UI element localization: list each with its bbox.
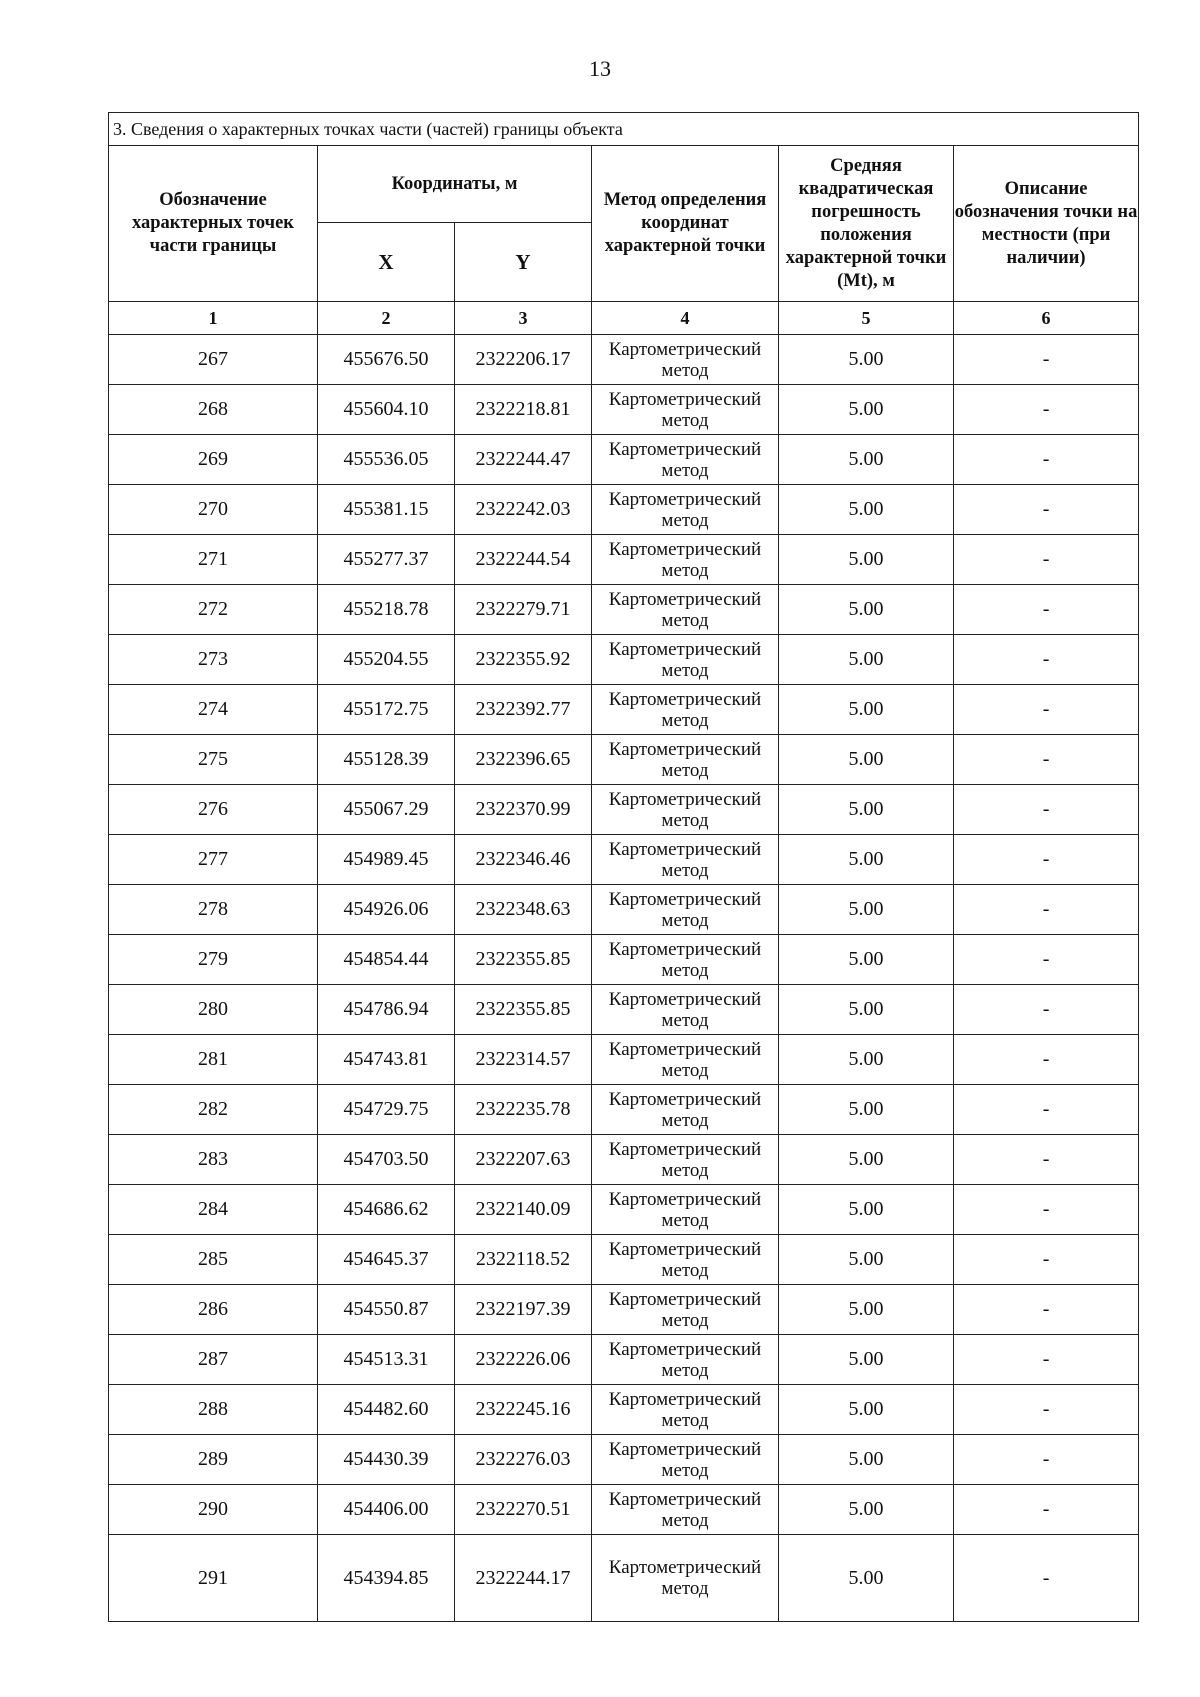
method-cell — [592, 485, 779, 535]
description-cell: - — [954, 985, 1139, 1035]
accuracy-cell: 5.00 — [779, 485, 954, 535]
method-cell — [592, 985, 779, 1035]
point-id-cell: 289 — [109, 1435, 318, 1485]
method-line-1: Картометрический — [608, 838, 762, 860]
table-row — [109, 985, 1139, 1035]
accuracy-cell: 5.00 — [779, 1085, 954, 1135]
method-line-1: Картометрический — [608, 338, 762, 360]
method-line-1: Картометрический — [608, 1488, 762, 1510]
y-coordinate-cell: 2322242.03 — [455, 485, 592, 535]
description-cell: - — [954, 835, 1139, 885]
y-coordinate-cell: 2322206.17 — [455, 335, 592, 385]
point-id-cell: 283 — [109, 1135, 318, 1185]
accuracy-cell: 5.00 — [779, 435, 954, 485]
point-id-cell: 271 — [109, 535, 318, 585]
method-line-1: Картометрический — [608, 738, 762, 760]
method-cell — [592, 635, 779, 685]
x-coordinate-cell: 454729.75 — [318, 1085, 455, 1135]
description-cell: - — [954, 1385, 1139, 1435]
x-coordinate-cell: 455676.50 — [318, 335, 455, 385]
method-line-2: метод — [661, 909, 709, 931]
accuracy-cell: 5.00 — [779, 1135, 954, 1185]
method-line-1: Картометрический — [608, 1138, 762, 1160]
point-id-cell: 285 — [109, 1235, 318, 1285]
point-id-cell: 284 — [109, 1185, 318, 1235]
method-line-1: Картометрический — [608, 488, 762, 510]
point-id-cell: 281 — [109, 1035, 318, 1085]
header-designation: Обозначение характерных точек части границы — [109, 146, 318, 302]
description-cell: - — [954, 785, 1139, 835]
table-row — [109, 385, 1139, 435]
x-coordinate-cell: 454743.81 — [318, 1035, 455, 1085]
accuracy-cell: 5.00 — [779, 1235, 954, 1285]
x-coordinate-cell: 455218.78 — [318, 585, 455, 635]
column-number: 6 — [954, 302, 1139, 335]
x-coordinate-cell: 454482.60 — [318, 1385, 455, 1435]
description-cell: - — [954, 535, 1139, 585]
description-cell: - — [954, 585, 1139, 635]
method-line-1: Картометрический — [608, 1388, 762, 1410]
x-coordinate-cell: 454989.45 — [318, 835, 455, 885]
y-coordinate-cell: 2322279.71 — [455, 585, 592, 635]
section-title: 3. Сведения о характерных точках части (частей) границы объекта — [109, 113, 1139, 146]
x-coordinate-cell: 455381.15 — [318, 485, 455, 535]
method-line-1: Картометрический — [608, 788, 762, 810]
x-coordinate-cell: 455604.10 — [318, 385, 455, 435]
method-cell — [592, 1385, 779, 1435]
method-cell — [592, 935, 779, 985]
x-coordinate-cell: 454406.00 — [318, 1485, 455, 1535]
table-row — [109, 835, 1139, 885]
header-description: Описание обозначения точки на местности (при наличии) — [954, 146, 1139, 302]
method-cell — [592, 1085, 779, 1135]
y-coordinate-cell: 2322244.47 — [455, 435, 592, 485]
method-line-2: метод — [661, 959, 709, 981]
x-coordinate-cell: 454786.94 — [318, 985, 455, 1035]
method-cell — [592, 785, 779, 835]
y-coordinate-cell: 2322355.85 — [455, 985, 592, 1035]
method-cell — [592, 435, 779, 485]
method-cell — [592, 1535, 779, 1622]
table-row — [109, 1535, 1139, 1622]
description-cell: - — [954, 1035, 1139, 1085]
y-coordinate-cell: 2322245.16 — [455, 1385, 592, 1435]
accuracy-cell: 5.00 — [779, 1185, 954, 1235]
method-line-2: метод — [661, 1109, 709, 1131]
column-number: 1 — [109, 302, 318, 335]
method-line-2: метод — [661, 1459, 709, 1481]
table-row — [109, 935, 1139, 985]
method-line-2: метод — [661, 859, 709, 881]
point-id-cell: 290 — [109, 1485, 318, 1535]
y-coordinate-cell: 2322396.65 — [455, 735, 592, 785]
y-coordinate-cell: 2322207.63 — [455, 1135, 592, 1185]
x-coordinate-cell: 454703.50 — [318, 1135, 455, 1185]
description-cell: - — [954, 735, 1139, 785]
point-id-cell: 276 — [109, 785, 318, 835]
description-cell: - — [954, 1485, 1139, 1535]
point-id-cell: 279 — [109, 935, 318, 985]
y-coordinate-cell: 2322348.63 — [455, 885, 592, 935]
x-coordinate-cell: 454645.37 — [318, 1235, 455, 1285]
description-cell: - — [954, 1235, 1139, 1285]
y-coordinate-cell: 2322235.78 — [455, 1085, 592, 1135]
table-row — [109, 785, 1139, 835]
accuracy-cell: 5.00 — [779, 785, 954, 835]
description-cell: - — [954, 1135, 1139, 1185]
point-id-cell: 273 — [109, 635, 318, 685]
header-x: X — [318, 223, 455, 302]
method-cell — [592, 1485, 779, 1535]
method-line-2: метод — [661, 1578, 709, 1599]
point-id-cell: 277 — [109, 835, 318, 885]
method-line-2: метод — [661, 809, 709, 831]
method-cell — [592, 1285, 779, 1335]
method-line-1: Картометрический — [608, 538, 762, 560]
y-coordinate-cell: 2322392.77 — [455, 685, 592, 735]
accuracy-cell: 5.00 — [779, 335, 954, 385]
description-cell: - — [954, 1335, 1139, 1385]
method-line-1: Картометрический — [608, 1238, 762, 1260]
method-line-1: Картометрический — [608, 388, 762, 410]
accuracy-cell: 5.00 — [779, 1285, 954, 1335]
table-row — [109, 685, 1139, 735]
point-id-cell: 280 — [109, 985, 318, 1035]
table-row — [109, 585, 1139, 635]
method-line-2: метод — [661, 1409, 709, 1431]
method-cell — [592, 835, 779, 885]
point-id-cell: 270 — [109, 485, 318, 535]
point-id-cell: 288 — [109, 1385, 318, 1435]
method-line-2: метод — [661, 759, 709, 781]
accuracy-cell: 5.00 — [779, 735, 954, 785]
point-id-cell: 282 — [109, 1085, 318, 1135]
method-cell — [592, 335, 779, 385]
method-line-2: метод — [661, 1509, 709, 1531]
x-coordinate-cell: 454550.87 — [318, 1285, 455, 1335]
description-cell: - — [954, 1435, 1139, 1485]
method-line-2: метод — [661, 559, 709, 581]
description-cell: - — [954, 935, 1139, 985]
table-row — [109, 1235, 1139, 1285]
method-cell — [592, 535, 779, 585]
header-method: Метод определения координат характерной точки — [592, 146, 779, 302]
table-row — [109, 485, 1139, 535]
point-id-cell: 275 — [109, 735, 318, 785]
method-line-1: Картометрический — [608, 1038, 762, 1060]
table-row — [109, 1035, 1139, 1085]
column-number: 2 — [318, 302, 455, 335]
point-id-cell: 269 — [109, 435, 318, 485]
method-cell — [592, 1135, 779, 1185]
description-cell: - — [954, 1185, 1139, 1235]
accuracy-cell: 5.00 — [779, 885, 954, 935]
y-coordinate-cell: 2322244.54 — [455, 535, 592, 585]
header-y: Y — [455, 223, 592, 302]
method-cell — [592, 885, 779, 935]
description-cell: - — [954, 485, 1139, 535]
y-coordinate-cell: 2322197.39 — [455, 1285, 592, 1335]
y-coordinate-cell: 2322276.03 — [455, 1435, 592, 1485]
method-line-2: метод — [661, 509, 709, 531]
method-line-1: Картометрический — [608, 1438, 762, 1460]
point-id-cell: 278 — [109, 885, 318, 935]
accuracy-cell: 5.00 — [779, 535, 954, 585]
boundary-points-table — [108, 112, 1139, 1622]
x-coordinate-cell: 455536.05 — [318, 435, 455, 485]
point-id-cell: 287 — [109, 1335, 318, 1385]
method-cell — [592, 735, 779, 785]
method-line-1: Картометрический — [608, 1338, 762, 1360]
method-line-1: Картометрический — [608, 1188, 762, 1210]
y-coordinate-cell: 2322346.46 — [455, 835, 592, 885]
accuracy-cell: 5.00 — [779, 1485, 954, 1535]
method-line-1: Картометрический — [608, 888, 762, 910]
x-coordinate-cell: 455172.75 — [318, 685, 455, 735]
table-row — [109, 1335, 1139, 1385]
method-line-1: Картометрический — [608, 1088, 762, 1110]
y-coordinate-cell: 2322370.99 — [455, 785, 592, 835]
method-line-2: метод — [661, 409, 709, 431]
accuracy-cell: 5.00 — [779, 685, 954, 735]
y-coordinate-cell: 2322314.57 — [455, 1035, 592, 1085]
method-cell — [592, 1435, 779, 1485]
method-cell — [592, 1335, 779, 1385]
method-line-2: метод — [661, 1159, 709, 1181]
method-line-1: Картометрический — [608, 1557, 762, 1578]
table-row — [109, 435, 1139, 485]
description-cell: - — [954, 685, 1139, 735]
method-cell — [592, 685, 779, 735]
y-coordinate-cell: 2322355.85 — [455, 935, 592, 985]
table-row — [109, 1185, 1139, 1235]
table-row — [109, 535, 1139, 585]
x-coordinate-cell: 455204.55 — [318, 635, 455, 685]
table-row — [109, 635, 1139, 685]
description-cell: - — [954, 885, 1139, 935]
table-row — [109, 735, 1139, 785]
x-coordinate-cell: 454926.06 — [318, 885, 455, 935]
table-row — [109, 885, 1139, 935]
page-number: 13 — [589, 56, 611, 81]
point-id-cell: 286 — [109, 1285, 318, 1335]
method-line-2: метод — [661, 1209, 709, 1231]
method-line-2: метод — [661, 359, 709, 381]
y-coordinate-cell: 2322355.92 — [455, 635, 592, 685]
table-body — [109, 335, 1139, 1622]
method-line-2: метод — [661, 1309, 709, 1331]
table-row — [109, 335, 1139, 385]
accuracy-cell: 5.00 — [779, 385, 954, 435]
method-line-2: метод — [661, 709, 709, 731]
description-cell: - — [954, 385, 1139, 435]
point-id-cell: 268 — [109, 385, 318, 435]
point-id-cell: 291 — [109, 1535, 318, 1622]
y-coordinate-cell: 2322140.09 — [455, 1185, 592, 1235]
x-coordinate-cell: 454686.62 — [318, 1185, 455, 1235]
method-line-2: метод — [661, 1359, 709, 1381]
x-coordinate-cell: 454430.39 — [318, 1435, 455, 1485]
method-line-2: метод — [661, 459, 709, 481]
method-line-1: Картометрический — [608, 688, 762, 710]
point-id-cell: 267 — [109, 335, 318, 385]
accuracy-cell: 5.00 — [779, 1035, 954, 1085]
accuracy-cell: 5.00 — [779, 1435, 954, 1485]
column-number: 5 — [779, 302, 954, 335]
y-coordinate-cell: 2322218.81 — [455, 385, 592, 435]
method-line-2: метод — [661, 1009, 709, 1031]
point-id-cell: 274 — [109, 685, 318, 735]
table-row — [109, 1135, 1139, 1185]
method-line-1: Картометрический — [608, 1288, 762, 1310]
x-coordinate-cell: 454513.31 — [318, 1335, 455, 1385]
accuracy-cell: 5.00 — [779, 1335, 954, 1385]
method-line-2: метод — [661, 1259, 709, 1281]
method-line-1: Картометрический — [608, 638, 762, 660]
column-number: 3 — [455, 302, 592, 335]
table-row — [109, 1485, 1139, 1535]
table-row — [109, 1385, 1139, 1435]
x-coordinate-cell: 455128.39 — [318, 735, 455, 785]
method-line-1: Картометрический — [608, 938, 762, 960]
table-row — [109, 1085, 1139, 1135]
column-number: 4 — [592, 302, 779, 335]
description-cell: - — [954, 635, 1139, 685]
method-cell — [592, 1235, 779, 1285]
description-cell: - — [954, 435, 1139, 485]
accuracy-cell: 5.00 — [779, 1385, 954, 1435]
description-cell: - — [954, 1085, 1139, 1135]
y-coordinate-cell: 2322244.17 — [455, 1535, 592, 1622]
description-cell: - — [954, 1535, 1139, 1622]
method-cell — [592, 585, 779, 635]
accuracy-cell: 5.00 — [779, 1535, 954, 1622]
table-row — [109, 1285, 1139, 1335]
x-coordinate-cell: 455277.37 — [318, 535, 455, 585]
method-line-1: Картометрический — [608, 988, 762, 1010]
y-coordinate-cell: 2322118.52 — [455, 1235, 592, 1285]
description-cell: - — [954, 335, 1139, 385]
accuracy-cell: 5.00 — [779, 935, 954, 985]
x-coordinate-cell: 454854.44 — [318, 935, 455, 985]
accuracy-cell: 5.00 — [779, 985, 954, 1035]
x-coordinate-cell: 455067.29 — [318, 785, 455, 835]
accuracy-cell: 5.00 — [779, 585, 954, 635]
method-line-2: метод — [661, 1059, 709, 1081]
header-accuracy: Средняя квадратическая погрешность положения характерной точки (Mt), м — [779, 146, 954, 302]
header-coordinates: Координаты, м — [318, 146, 592, 223]
method-cell — [592, 1035, 779, 1085]
y-coordinate-cell: 2322226.06 — [455, 1335, 592, 1385]
accuracy-cell: 5.00 — [779, 635, 954, 685]
method-line-1: Картометрический — [608, 588, 762, 610]
method-cell — [592, 385, 779, 435]
x-coordinate-cell: 454394.85 — [318, 1535, 455, 1622]
y-coordinate-cell: 2322270.51 — [455, 1485, 592, 1535]
accuracy-cell: 5.00 — [779, 835, 954, 885]
method-line-1: Картометрический — [608, 438, 762, 460]
description-cell: - — [954, 1285, 1139, 1335]
method-cell — [592, 1185, 779, 1235]
table-row — [109, 1435, 1139, 1485]
method-line-2: метод — [661, 659, 709, 681]
method-line-2: метод — [661, 609, 709, 631]
point-id-cell: 272 — [109, 585, 318, 635]
